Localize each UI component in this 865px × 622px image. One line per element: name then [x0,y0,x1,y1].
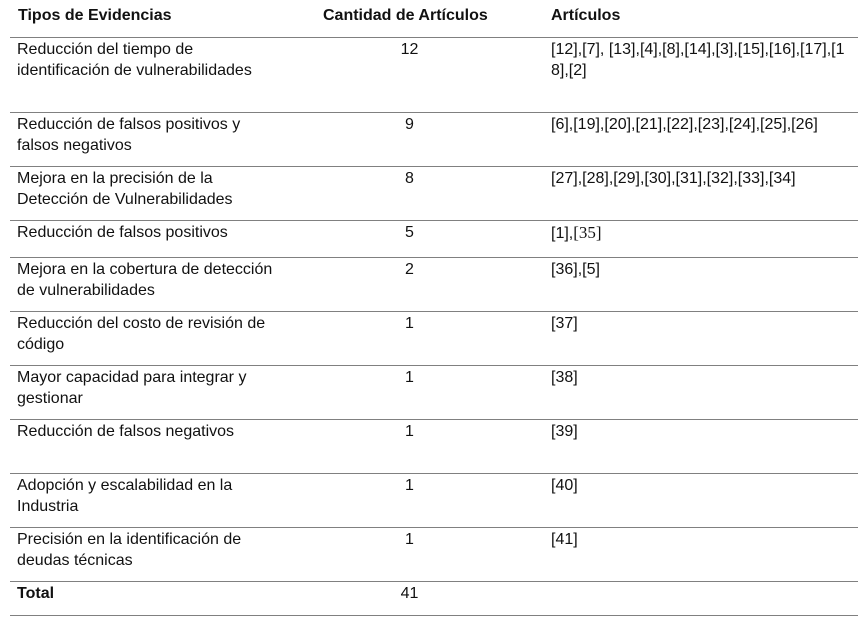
row-tipo: Reducción de falsos positivos y falsos negativos [10,112,313,166]
row-articulos: [27],[28],[29],[30],[31],[32],[33],[34] [532,166,858,220]
row-articulos: [41] [532,527,858,581]
total-label: Total [10,581,313,615]
row-articulos: [36],[5] [532,257,858,311]
table-header [10,0,858,37]
header-cantidad: Cantidad de Artículos [313,0,532,37]
row-tipo: Reducción de falsos positivos [10,220,313,257]
row-cantidad: 1 [313,473,532,527]
evidence-table [10,0,858,616]
row-cantidad: 8 [313,166,532,220]
row-articulos: [12],[7], [13],[4],[8],[14],[3],[15],[16],[17],[18],[2] [532,37,858,112]
table-row [10,311,858,365]
row-cantidad: 12 [313,37,532,112]
table-row [10,220,858,257]
total-cantidad: 41 [313,581,532,615]
header-row [10,0,858,37]
table-row [10,112,858,166]
row-articulos: [38] [532,365,858,419]
table-row [10,365,858,419]
row-tipo: Adopción y escalabilidad en la Industria [10,473,313,527]
row-cantidad: 5 [313,220,532,257]
row-cantidad: 1 [313,527,532,581]
total-row [10,581,858,615]
row-cantidad: 9 [313,112,532,166]
header-tipo: Tipos de Evidencias [10,0,313,37]
table-row [10,419,858,473]
row-cantidad: 1 [313,419,532,473]
row-tipo: Mejora en la cobertura de detección de vulnerabilidades [10,257,313,311]
row-tipo: Mejora en la precisión de la Detección de Vulnerabilidades [10,166,313,220]
header-articulos: Artículos [532,0,858,37]
table-body [10,37,858,615]
row-cantidad: 1 [313,311,532,365]
table-row [10,37,858,112]
row-articulos: [6],[19],[20],[21],[22],[23],[24],[25],[26] [532,112,858,166]
table-row [10,166,858,220]
row-articulos: [37] [532,311,858,365]
table-row [10,527,858,581]
row-tipo: Precisión en la identificación de deudas técnicas [10,527,313,581]
row-articulos-extra: [35] [573,222,602,242]
row-articulos: [1], [551,224,574,242]
row-cantidad: 1 [313,365,532,419]
row-tipo: Reducción del tiempo de identificación de vulnerabilidades [10,37,313,112]
table-row [10,257,858,311]
row-tipo: Mayor capacidad para integrar y gestionar [10,365,313,419]
row-tipo: Reducción de falsos negativos [10,419,313,473]
row-articulos-cell [532,220,858,257]
row-tipo: Reducción del costo de revisión de código [10,311,313,365]
total-articulos-empty [532,581,858,615]
table-row [10,473,858,527]
row-articulos: [39] [532,419,858,473]
row-cantidad: 2 [313,257,532,311]
row-articulos: [40] [532,473,858,527]
